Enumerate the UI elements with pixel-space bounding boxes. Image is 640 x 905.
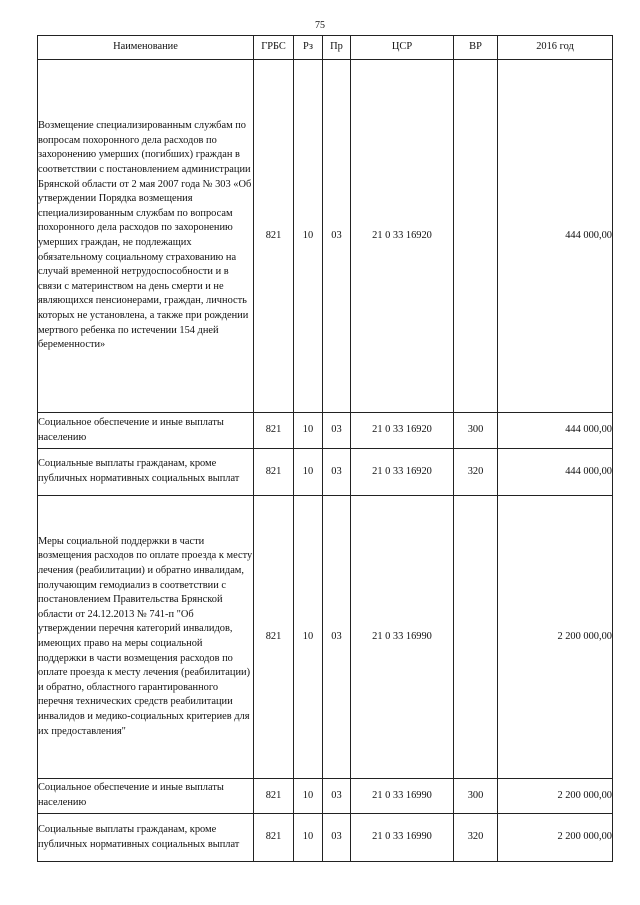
- table-row: [38, 779, 613, 814]
- row-csr: 21 0 33 16990: [351, 814, 454, 862]
- row-rz: 10: [294, 779, 323, 814]
- row-rz: 10: [294, 814, 323, 862]
- row-vr: 300: [454, 779, 498, 814]
- row-csr: 21 0 33 16920: [351, 449, 454, 496]
- row-name: Возмещение специализированным службам по вопросам похоронного дела расходов по захоронению умерших (погибших) граждан в соответствии с постановлением администрации Брянской области от 2 мая 2007 года № 303 «Об утверждении Порядка возмещения специализированным службам по вопросам похоронного дела расходов по захоронению умерших граждан, не подлежащих обязательному социальному страхованию на случай временной нетрудоспособности и в связи с материнством на день смерти и не являющихся пенсионерами, граждан, личность которых не установлена, а также при рождении мертвого ребенка по истечении 154 дней беременности»: [38, 60, 254, 413]
- header-vr: ВР: [454, 36, 498, 60]
- row-vr: [454, 496, 498, 779]
- page-number: 75: [315, 20, 325, 31]
- row-pr: 03: [323, 413, 351, 449]
- row-grbs: 821: [254, 449, 294, 496]
- row-csr: 21 0 33 16990: [351, 779, 454, 814]
- header-pr: Пр: [323, 36, 351, 60]
- row-amount: 2 200 000,00: [498, 814, 613, 862]
- row-pr: 03: [323, 60, 351, 413]
- row-csr: 21 0 33 16920: [351, 60, 454, 413]
- row-rz: 10: [294, 496, 323, 779]
- row-amount: 444 000,00: [498, 413, 613, 449]
- row-rz: 10: [294, 449, 323, 496]
- row-pr: 03: [323, 449, 351, 496]
- row-grbs: 821: [254, 814, 294, 862]
- row-amount: 444 000,00: [498, 60, 613, 413]
- table-row: [38, 60, 613, 413]
- row-pr: 03: [323, 779, 351, 814]
- row-vr: 320: [454, 449, 498, 496]
- row-pr: 03: [323, 814, 351, 862]
- row-vr: 320: [454, 814, 498, 862]
- row-grbs: 821: [254, 496, 294, 779]
- row-rz: 10: [294, 413, 323, 449]
- row-vr: 300: [454, 413, 498, 449]
- table-row: [38, 496, 613, 779]
- row-name: Социальное обеспечение и иные выплаты населению: [38, 413, 254, 449]
- row-csr: 21 0 33 16920: [351, 413, 454, 449]
- row-name: Социальное обеспечение и иные выплаты населению: [38, 779, 254, 814]
- header-csr: ЦСР: [351, 36, 454, 60]
- row-pr: 03: [323, 496, 351, 779]
- row-vr: [454, 60, 498, 413]
- row-amount: 444 000,00: [498, 449, 613, 496]
- row-grbs: 821: [254, 60, 294, 413]
- header-name: Наименование: [38, 36, 254, 60]
- row-amount: 2 200 000,00: [498, 496, 613, 779]
- row-csr: 21 0 33 16990: [351, 496, 454, 779]
- header-grbs: ГРБС: [254, 36, 294, 60]
- row-name: Социальные выплаты гражданам, кроме публичных нормативных социальных выплат: [38, 814, 254, 862]
- row-rz: 10: [294, 60, 323, 413]
- header-rz: Рз: [294, 36, 323, 60]
- header-year: 2016 год: [498, 36, 613, 60]
- budget-table: [37, 35, 613, 862]
- table-row: [38, 449, 613, 496]
- header-row: [38, 36, 613, 60]
- row-amount: 2 200 000,00: [498, 779, 613, 814]
- row-name: Социальные выплаты гражданам, кроме публичных нормативных социальных выплат: [38, 449, 254, 496]
- table-row: [38, 814, 613, 862]
- row-grbs: 821: [254, 413, 294, 449]
- row-grbs: 821: [254, 779, 294, 814]
- row-name: Меры социальной поддержки в части возмещения расходов по оплате проезда к месту лечения (реабилитации) и обратно инвалидам, получающим гемодиализ в соответствии с постановлением Правительства Брянской области от 24.12.2013 № 741-п "Об утверждении перечня категорий инвалидов, имеющих право на меры социальной поддержки в части возмещения расходов по оплате проезда к месту лечения (реабилитации) и обратно, областного гарантированного перечня технических средств реабилитации инвалидов и медико-социальных критериев для их предоставления": [38, 496, 254, 779]
- table-row: [38, 413, 613, 449]
